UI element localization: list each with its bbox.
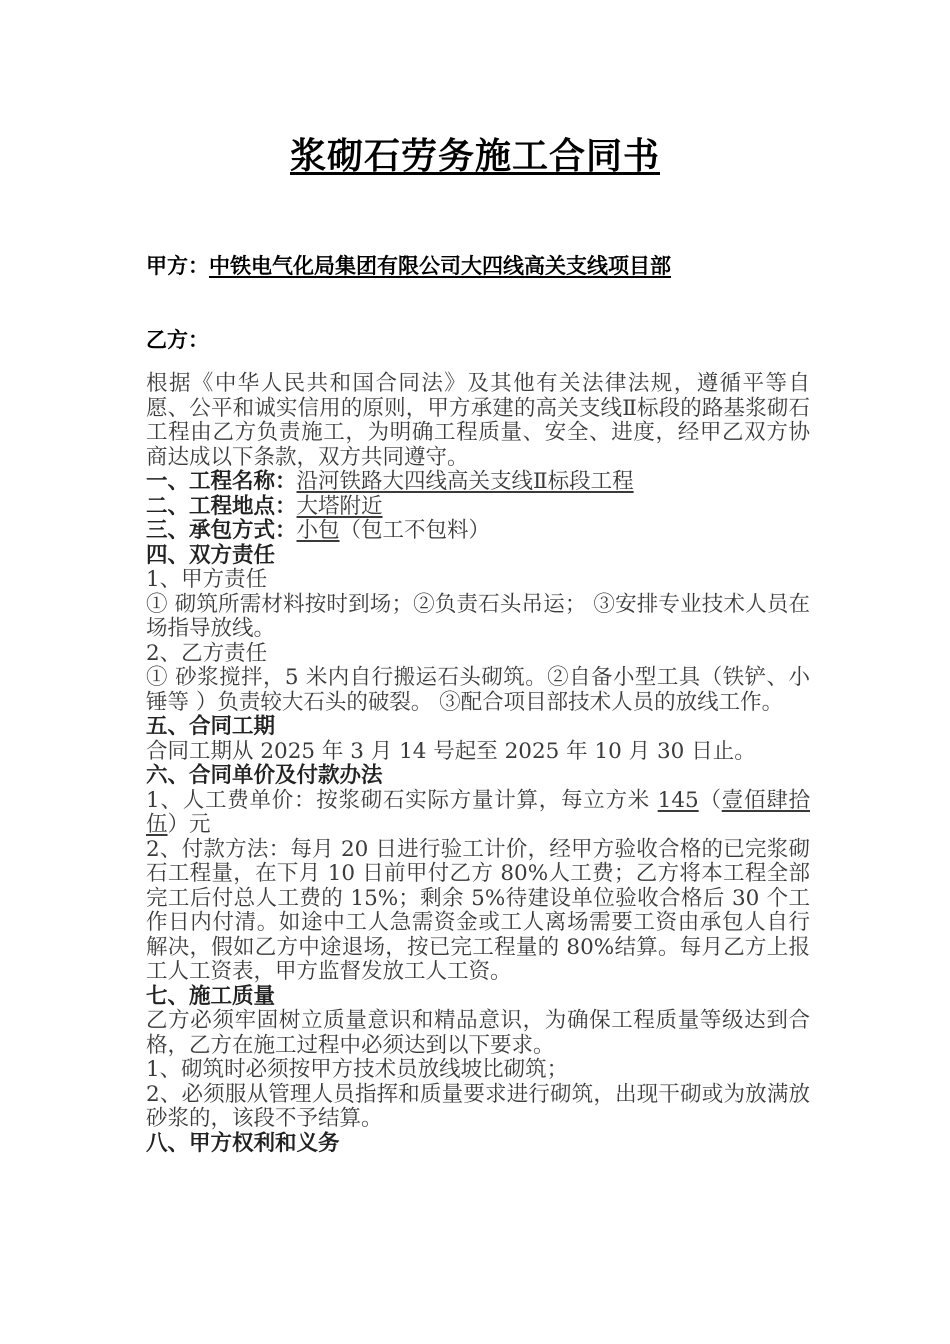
section-7-heading: 七、施工质量 bbox=[146, 983, 276, 1009]
unit-price-paren: （ bbox=[698, 787, 722, 813]
section-4-heading: 四、双方责任 bbox=[146, 542, 276, 568]
party-a-duty-text: ① 砌筑所需材料按时到场；②负责石头吊运； ③安排专业技术人员在场指导放线。 bbox=[146, 591, 810, 641]
project-location-value: 大塔附近 bbox=[296, 493, 383, 519]
section-2-label: 二、工程地点： bbox=[146, 493, 297, 519]
contract-mode-value: 小包 bbox=[296, 518, 340, 543]
contract-mode-note: （包工不包料） bbox=[339, 518, 491, 543]
party-b-label: 乙方： bbox=[146, 328, 209, 352]
quality-item-2: 2、必须服从管理人员指挥和质量要求进行砌筑，出现干砌或为放满放砂浆的，该段不予结算。 bbox=[146, 1081, 810, 1131]
section-contract-mode bbox=[146, 519, 810, 544]
party-b bbox=[146, 324, 209, 354]
section-project-location bbox=[146, 495, 810, 520]
quality-intro-text: 乙方必须牢固树立质量意识和精品意识，为确保工程质量等级达到合格，乙方在施工过程中必须达到以下要求。 bbox=[146, 1008, 810, 1058]
unit-price-value: 145 bbox=[657, 787, 699, 813]
section-6-heading: 六、合同单价及付款办法 bbox=[146, 763, 383, 788]
contract-body bbox=[146, 372, 810, 1156]
unit-price-words: 壹佰肆拾伍 bbox=[146, 787, 810, 837]
section-project-name bbox=[146, 470, 810, 495]
section-1-label: 一、工程名称： bbox=[146, 469, 297, 494]
unit-price-suffix: ）元 bbox=[167, 812, 211, 837]
party-a bbox=[146, 250, 671, 280]
project-name-value: 沿河铁路大四线高关支线Ⅱ标段工程 bbox=[296, 469, 634, 494]
section-5-heading: 五、合同工期 bbox=[146, 714, 276, 739]
section-8-heading: 八、甲方权利和义务 bbox=[146, 1130, 340, 1156]
intro-paragraph: 根据《中华人民共和国合同法》及其他有关法律法规，遵循平等自愿、公平和诚实信用的原则，甲方承建的高关支线Ⅱ标段的路基浆砌石工程由乙方负责施工，为明确工程质量、安全、进度，经甲乙双方协商达成以下条款，双方共同遵守。 bbox=[146, 371, 810, 470]
document-title: 浆砌石劳务施工合同书 bbox=[289, 135, 660, 177]
party-a-duty-title: 1、甲方责任 bbox=[146, 567, 268, 592]
party-b-duty-title: 2、乙方责任 bbox=[146, 640, 268, 666]
unit-price-text bbox=[146, 789, 810, 838]
contract-period-text: 合同工期从 2025 年 3 月 14 号起至 2025 年 10 月 30 日止。 bbox=[146, 738, 756, 764]
party-b-duty-text: ① 砂浆搅拌，5 米内自行搬运石头砌筑。②自备小型工具（铁铲、小锤等 ）负责较大石头的破裂。 ③配合项目部技术人员的放线工作。 bbox=[146, 665, 810, 715]
party-a-name: 中铁电气化局集团有限公司大四线高关支线项目部 bbox=[209, 254, 671, 278]
quality-item-1: 1、砌筑时必须按甲方技术员放线坡比砌筑； bbox=[146, 1057, 569, 1082]
party-a-label: 甲方： bbox=[146, 254, 209, 278]
section-3-label: 三、承包方式： bbox=[146, 518, 297, 543]
unit-price-prefix: 1、人工费单价：按浆砌石实际方量计算，每立方米 bbox=[146, 787, 658, 813]
payment-method-text: 2、付款方法：每月 20 日进行验工计价，经甲方验收合格的已完浆砌石工程量，在下月 10 日前甲付乙方 80%人工费；乙方将本工程全部完工后付总人工费的 15%；剩余 5%待建设单位验收合格后 30 个工作日内付清。如途中工人急需资金或工人离场需要工资由承包人自行解决，假如乙方中途退场，按已完工程量的 80%结算。每月乙方上报工人工资表，甲方监督发放工人工资。 bbox=[146, 836, 810, 984]
